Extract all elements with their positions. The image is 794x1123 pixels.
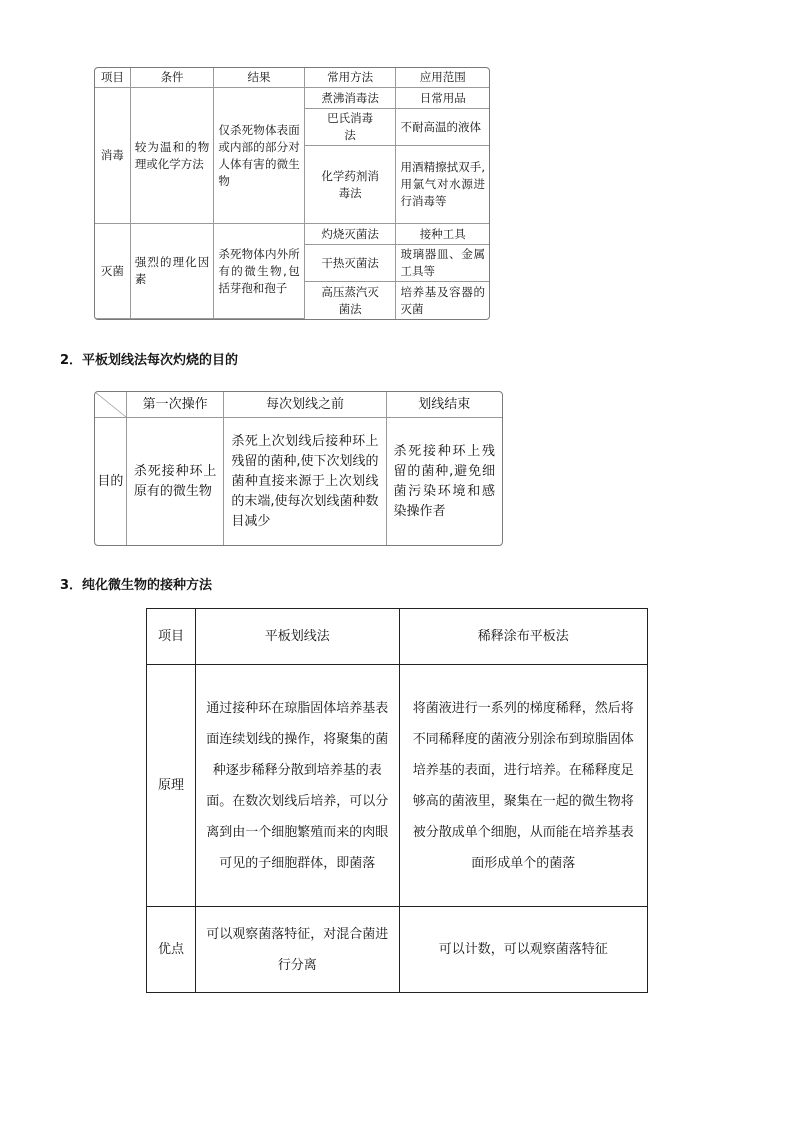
method-cell: 高压蒸汽灭菌法 [305,282,397,319]
principle-spread-cell: 将菌液进行一系列的梯度稀释，然后将不同稀释度的菌液分别涂布到琼脂固体培养基的表面，进行培养。在稀释度足够高的菌液里，聚集在一起的微生物将被分散成单个细胞，从而能在培养基表面形成单个的菌落 [399,665,648,907]
header-cell: 稀释涂布平板法 [399,609,648,665]
purpose-cell: 杀死接种环上残留的菌种,避免细菌污染环境和感染操作者 [393,443,495,519]
header-cell: 常用方法 [305,68,397,88]
table-row [95,418,502,545]
method-cell: 巴氏消毒法 [305,109,397,146]
header-cell: 划线结束 [387,392,502,418]
result-cell: 仅杀死物体表面或内部的部分对人体有害的微生物 [214,88,304,224]
row-label-disinfection: 消毒 [95,88,131,224]
header-cell: 第一次操作 [127,392,225,418]
method-cell: 灼烧灭菌法 [305,224,397,245]
disinfection-sterilization-table [94,67,490,320]
purpose-cell: 杀死接种环上原有的微生物 [127,418,225,545]
method-cell: 干热灭菌法 [305,245,397,282]
method-cell: 化学药剂消毒法 [305,146,397,224]
scope-cell: 接种工具 [396,224,489,245]
advantage-spread-cell: 可以计数，可以观察菌落特征 [399,907,648,993]
header-cell: 项目 [147,609,196,665]
condition-cell: 较为温和的物理或化学方法 [131,88,215,224]
advantage-streak-cell: 可以观察菌落特征，对混合菌进行分离 [195,907,399,993]
row-label-advantage: 优点 [147,907,196,993]
scope-cell: 用酒精擦拭双手,用氯气对水源进行消毒等 [396,146,489,224]
header-cell: 条件 [131,68,215,88]
scope-cell: 日常用品 [396,88,489,109]
scope-cell: 不耐高温的液体 [396,109,489,146]
header-cell: 应用范围 [396,68,489,88]
diagonal-corner-cell [95,392,127,418]
condition-cell: 强烈的理化因素 [131,224,215,319]
table-row [95,88,489,109]
header-cell: 平板划线法 [195,609,399,665]
table-row [95,224,489,245]
scope-cell: 玻璃器皿、金属工具等 [396,245,489,282]
principle-streak-cell: 通过接种环在琼脂固体培养基表面连续划线的操作，将聚集的菌种逐步稀释分散到培养基的表面。在数次划线后培养，可以分离到由一个细胞繁殖而来的肉眼可见的子细胞群体，即菌落 [195,665,399,907]
row-label-purpose: 目的 [95,418,127,545]
header-cell: 每次划线之前 [224,392,386,418]
header-cell: 结果 [214,68,304,88]
table-row [147,907,648,993]
row-label-sterilization: 灭菌 [95,224,131,319]
streak-flaming-purpose-table [94,391,503,546]
section-2-heading: 2．平板划线法每次灼烧的目的 [60,353,239,368]
scope-cell: 培养基及容器的灭菌 [400,284,485,316]
row-label-principle: 原理 [147,665,196,907]
inoculation-method-table [146,608,648,993]
table-row [147,665,648,907]
section-3-heading: 3．纯化微生物的接种方法 [60,578,213,593]
header-cell: 项目 [95,68,131,88]
purpose-cell: 杀死上次划线后接种环上残留的菌种,使下次划线的菌种直接来源于上次划线的末端,使每次划线菌种数目减少 [224,418,386,545]
table-header-row [95,68,489,88]
method-cell: 煮沸消毒法 [305,88,397,109]
table-header-row [95,392,502,418]
result-cell: 杀死物体内外所有的微生物,包括芽孢和孢子 [214,224,304,319]
table-header-row [147,609,648,665]
